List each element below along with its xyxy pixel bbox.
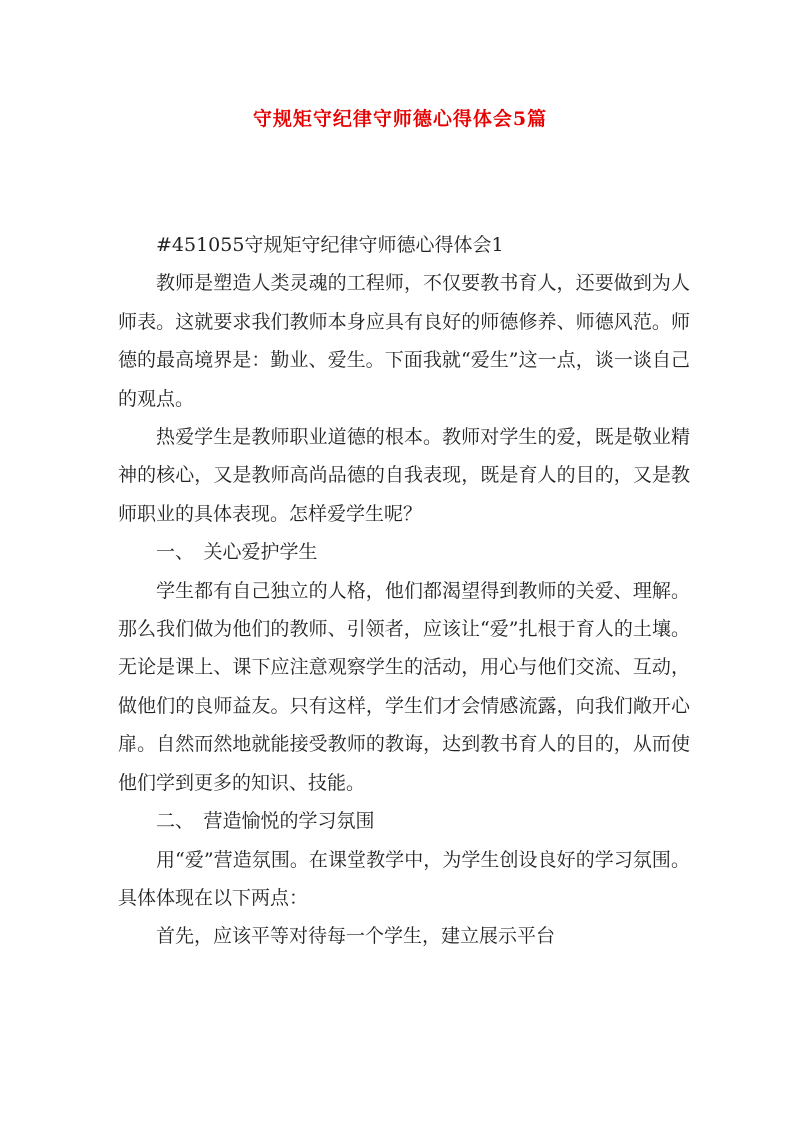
section-heading-1: #451055守规矩守纪律守师德心得体会1 — [156, 234, 504, 256]
paragraph: 教师是塑造人类灵魂的工程师，不仅要教书育人，还要做到为人师表。这就要求我们教师本身应具有良好的师德修养、师德风范。师德的最高境界是：勤业、爱生。下面我就“爱生”这一点，谈一谈自己的观点。 — [118, 272, 690, 410]
document-title: 守规矩守纪律守师德心得体会5篇 — [252, 108, 548, 130]
paragraph: 用“爱”营造氛围。在课堂教学中，为学生创设良好的学习氛围。具体体现在以下两点： — [118, 848, 690, 909]
paragraph: 热爱学生是教师职业道德的根本。教师对学生的爱，既是敬业精神的核心，又是教师高尚品德的自我表现，既是育人的目的，又是教师职业的具体表现。怎样爱学生呢？ — [118, 426, 690, 525]
paragraph: 学生都有自己独立的人格，他们都渴望得到教师的关爱、理解。那么我们做为他们的教师、引领者，应该让“爱”扎根于育人的土壤。无论是课上、课下应注意观察学生的活动，用心与他们交流、互动，做他们的良师益友。只有这样，学生们才会情感流露，向我们敞开心扉。自然而然地就能接受教师的教诲，达到教书育人的目的，从而使他们学到更多的知识、技能。 — [118, 579, 690, 794]
document-body — [118, 226, 690, 956]
subheading-learning-atmosphere: 二、 营造愉悦的学习氛围 — [156, 810, 375, 833]
paragraph: 首先，应该平等对待每一个学生，建立展示平台 — [156, 925, 556, 948]
subheading-care-students: 一、 关心爱护学生 — [156, 541, 318, 564]
